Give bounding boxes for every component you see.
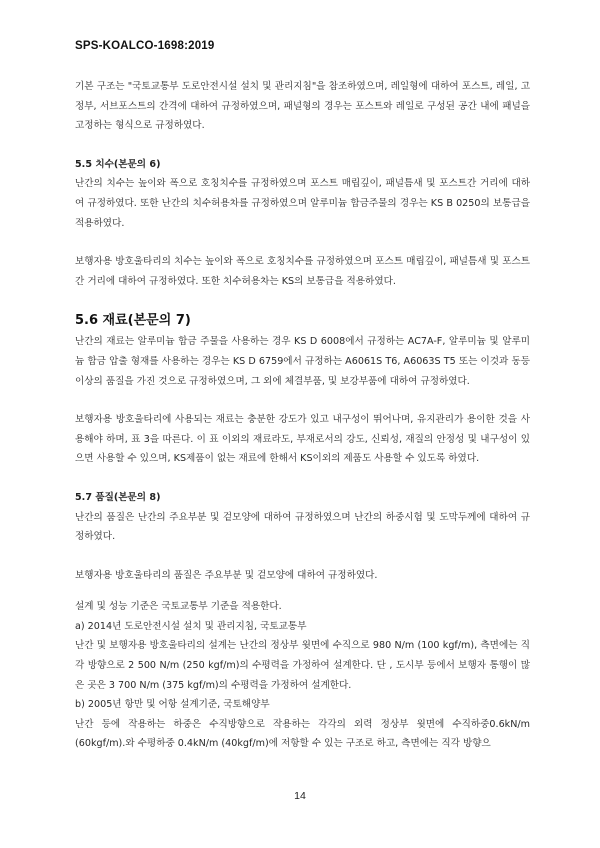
- paragraph-guard-fence-materials: 보행자용 방호울타리에 사용되는 재료는 충분한 강도가 있고 내구성이 뛰어나며, 유지관리가 용이한 것을 사용해야 하며, 표 3을 따른다. 이 표 이외의 재료라도, 부재로서의 강도, 신뢰성, 재질의 안정성 및 내구성이 있으면 사용할 수 있으며, KS제품이 없는 재료에 한해서 KS이외의 제품도 사용할 수 있도록 하였다.: [75, 414, 530, 465]
- paragraph-railing-dimensions: 난간의 치수는 높이와 폭으로 호칭치수를 규정하였으며 포스트 매립깊이, 패널틈새 및 포스트간 거리에 대하여 규정하였다. 또한 난간의 치수허용차를 규정하였으며 알루미늄 합금주물의 경우는 KS B 0250의 보통급을 적용하였다.: [75, 178, 530, 229]
- document-body: [75, 77, 530, 754]
- section-heading-5-5: 5.5 치수(본문의 6): [75, 158, 161, 170]
- list-item-a: a) 2014년 도로안전시설 설치 및 관리지침, 국토교통부: [75, 620, 307, 632]
- paragraph-port-loads: 난간 등에 작용하는 하중은 수직방향으로 작용하는 각각의 외력 정상부 윗면에 수직하중0.6kN/m (60kgf/m).와 수평하중 0.4kN/m (40kgf/m)에 저항할 수 있는 구조로 하고, 측면에는 직각 방향으: [75, 718, 530, 750]
- paragraph-railing-materials: 난간의 재료는 알루미늄 합금 주물을 사용하는 경우 KS D 6008에서 규정하는 AC7A-F, 알루미늄 및 알루미늄 합금 압출 형재를 사용하는 경우는 KS D 6759에서 규정하는 A6061S T6, A6063S T5 또는 이것과 동등 이상의 품질을 가진 것으로 규정하였으며, 그 외에 체결부품, 및 보강부품에 대하여 규정하였다.: [75, 336, 530, 387]
- list-item-b: b) 2005년 항만 및 어항 설계기준, 국토해양부: [75, 699, 270, 711]
- paragraph-guard-fence-quality: 보행자용 방호울타리의 품질은 주요부분 및 겉모양에 대하여 규정하였다.: [75, 569, 378, 581]
- paragraph-railing-quality: 난간의 품질은 난간의 주요부분 및 겉모양에 대하여 규정하였으며 난간의 하중시험 및 도막두께에 대하여 규정하였다.: [75, 511, 530, 543]
- paragraph-basic-structure: 기본 구조는 "국토교통부 도로안전시설 설치 및 관리지침"을 참조하였으며, 레일형에 대하여 포스트, 레일, 고정부, 서브포스트의 간격에 대하여 규정하였으며, 패널형의 경우는 포스트와 레일로 구성된 공간 내에 패널을 고정하는 형식으로 규정하였다.: [75, 81, 530, 132]
- paragraph-design-standard: 설계 및 성능 기준은 국토교통부 기준을 적용한다.: [75, 601, 282, 613]
- paragraph-design-loads: 난간 및 보행자용 방호울타리의 설계는 난간의 정상부 윗면에 수직으로 980 N/m (100 kgf/m), 측면에는 직각 방향으로 2 500 N/m (250 kgf/m)의 수평력을 가정하여 설계한다. 단 , 도시부 등에서 보행자 통행이 많은 곳은 3 700 N/m (375 kgf/m)의 수평력을 가정하여 설계한다.: [75, 640, 530, 691]
- document-code-header: SPS-KOALCO-1698:2019: [75, 40, 215, 52]
- paragraph-guard-fence-dimensions: 보행자용 방호울타리의 치수는 높이와 폭으로 호칭치수를 규정하였으며 포스트 매립깊이, 패널틈새 및 포스트간 거리에 대하여 규정하였다. 또한 치수허용차는 KS의 보통급을 적용하였다.: [75, 256, 530, 287]
- section-heading-5-6: 5.6 재료(본문의 7): [75, 313, 191, 329]
- page-number: 14: [294, 790, 306, 802]
- section-heading-5-7: 5.7 품질(본문의 8): [75, 491, 161, 503]
